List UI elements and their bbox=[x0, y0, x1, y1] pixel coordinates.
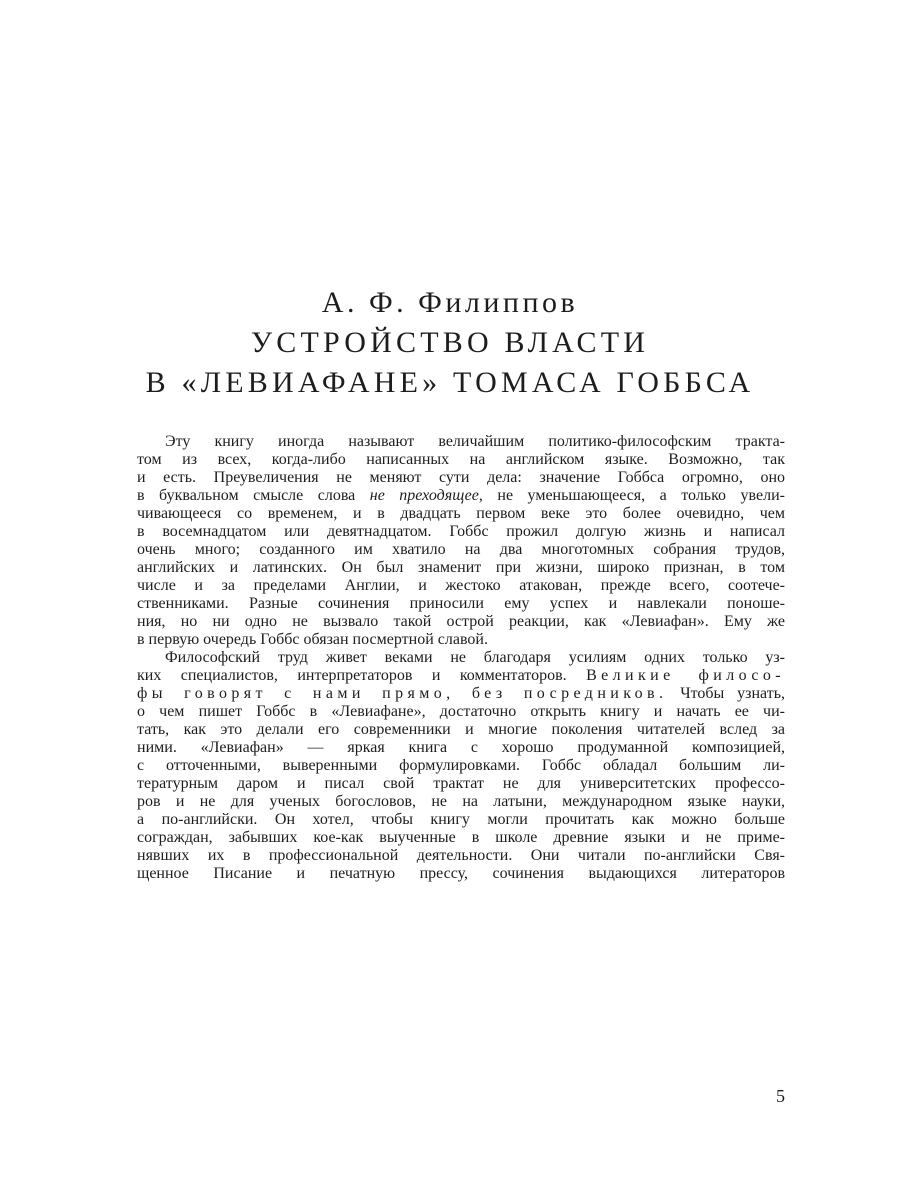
text-line bbox=[137, 487, 785, 505]
author-name: А. Ф. Филиппов bbox=[321, 286, 579, 319]
text-line: а по-английски. Он хотел, чтобы книгу могли прочитать как можно больше bbox=[137, 811, 785, 828]
paragraph-1 bbox=[137, 433, 785, 649]
text-line: нявших их в профессиональной деятельности. Они читали по-английски Свя- bbox=[137, 847, 785, 864]
text-line: Эту книгу иногда называют величайшим политико-философским тракта- bbox=[165, 433, 785, 450]
text-line: щенное Писание и печатную прессу, сочинения выдающихся литераторов bbox=[137, 865, 785, 882]
text-line: очень много; созданного им хватило на два многотомных собрания трудов, bbox=[137, 541, 785, 558]
text-line: в первую очередь Гоббс обязан посмертной славой. bbox=[137, 631, 488, 648]
text-segment: Чтобы узнать, bbox=[667, 685, 785, 702]
text-line: ними. «Левиафан» — яркая книга с хорошо продуманной композицией, bbox=[137, 739, 785, 756]
text-line: числе и за пределами Англии, и жестоко атакован, прежде всего, соотече- bbox=[137, 577, 785, 594]
text-line: ственниками. Разные сочинения приносили ему успех и навлекали поноше- bbox=[137, 595, 785, 612]
text-segment: в буквальном смысле слова bbox=[137, 487, 370, 504]
spaced-emphasis: Великие филосо- bbox=[586, 667, 786, 684]
text-line: том из всех, когда-либо написанных на английском языке. Возможно, так bbox=[137, 451, 785, 468]
text-line bbox=[137, 667, 785, 685]
chapter-title-line-2: В «ЛЕВИАФАНЕ» ТОМАСА ГОББСА bbox=[145, 366, 755, 399]
text-line: в восемнадцатом или девятнадцатом. Гоббс прожил долгую жизнь и написал bbox=[137, 523, 785, 540]
text-line: английских и латинских. Он был знаменит при жизни, широко признан, в том bbox=[137, 559, 785, 576]
body-text bbox=[137, 433, 785, 883]
chapter-title-line-1: УСТРОЙСТВО ВЛАСТИ bbox=[250, 326, 650, 359]
text-line bbox=[137, 685, 785, 703]
chapter-heading bbox=[0, 283, 900, 403]
text-line: о чем пишет Гоббс в «Левиафане», достаточно открыть книгу и начать ее чи- bbox=[137, 703, 785, 720]
text-line: чивающееся со временем, и в двадцать первом веке это более очевидно, чем bbox=[137, 505, 785, 522]
text-segment: , не уменьшающееся, а только увели- bbox=[478, 487, 785, 504]
text-line: и есть. Преувеличения не меняют сути дела: значение Гоббса огромно, оно bbox=[137, 469, 785, 486]
text-segment: ких специалистов, интерпретаторов и комментаторов. bbox=[137, 667, 587, 684]
text-line: ров и не для ученых богословов, не на латыни, международном языке науки, bbox=[137, 793, 785, 810]
text-line: тать, как это делали его современники и многие поколения читателей вслед за bbox=[137, 721, 785, 738]
text-line: ния, но ни одно не вызвало такой острой реакции, как «Левиафан». Ему же bbox=[137, 613, 785, 630]
italic-emphasis: не преходящее bbox=[369, 487, 479, 504]
text-line: сограждан, забывших кое-как выученные в школе древние языки и не приме- bbox=[137, 829, 785, 846]
spaced-emphasis: фы говорят с нами прямо, без посредников. bbox=[137, 685, 668, 702]
text-line: тературным даром и писал свой трактат не для университетских профессо- bbox=[137, 775, 785, 792]
paragraph-2 bbox=[137, 649, 785, 883]
text-line: с отточенными, выверенными формулировками. Гоббс обладал большим ли- bbox=[137, 757, 785, 774]
page-number: 5 bbox=[776, 1086, 785, 1106]
text-line: Философский труд живет веками не благодаря усилиям одних только уз- bbox=[165, 649, 785, 666]
